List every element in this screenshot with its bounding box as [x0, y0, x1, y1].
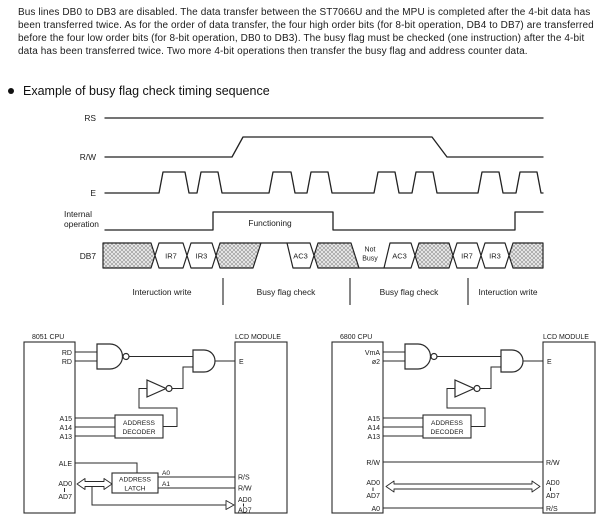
functioning-label: Functioning: [248, 218, 292, 228]
lcd-title: LCD MODULE: [543, 334, 589, 341]
db7-segment-hatch: [216, 243, 261, 268]
data-bus-arrowhead: [226, 501, 234, 510]
phase-row: [132, 278, 537, 305]
left-circuit-8051: [24, 334, 287, 515]
db7-bus: [103, 243, 543, 268]
section-heading: [8, 84, 598, 98]
lcd-box: [543, 342, 595, 513]
bidirectional-bus-arrow: [77, 479, 112, 490]
wire-label-a1: A1: [162, 481, 171, 488]
inverter-gate: [147, 380, 166, 397]
pin-label-ale: ALE: [58, 461, 72, 468]
decoder-label-2: DECODER: [430, 429, 464, 436]
and-gate: [193, 350, 215, 372]
db7-segment-hatch: [103, 243, 155, 268]
signal-label-db7: DB7: [79, 251, 96, 261]
phase-label: Busy flag check: [256, 287, 316, 297]
pin-label-a15: A15: [367, 416, 380, 423]
lcd-pin-rs: R/S: [546, 506, 558, 513]
signal-label-rw: R/W: [79, 152, 96, 162]
bidirectional-bus-arrow: [386, 481, 540, 492]
lcd-pin-ad7: AD7: [546, 493, 560, 500]
phase-label: Busy flag check: [379, 287, 439, 297]
lcd-pin-ad0: AD0: [546, 480, 560, 487]
pin-label-a14: A14: [367, 425, 380, 432]
interface-circuits: [0, 325, 610, 529]
pin-label-rw: R/W: [366, 460, 380, 467]
pin-label-a13: A13: [59, 434, 72, 441]
db7-label-ir7: IR7: [461, 251, 473, 261]
lcd-pin-rs: R/S: [238, 474, 250, 482]
lcd-title: LCD MODULE: [235, 334, 281, 341]
rw-waveform: [105, 137, 543, 157]
pin-label-a14: A14: [59, 425, 72, 432]
body-paragraph: Bus lines DB0 to DB3 are disabled. The data transfer between the ST7066U and the MPU is completed after the 4-bit data has been transferred twice. As for the order of data transfer, the four high order bits (for 8-bit operation, DB4 to DB7) are transferred before the four low order bits (for 8-bit operation, DB0 to DB3). The busy flag must be checked (one instruction) after the 4-bit data has been transferred twice. Two more 4-bit operations then transfer the busy flag and address counter data.: [18, 7, 594, 57]
lcd-pin-ad0: AD0: [238, 497, 252, 504]
nand-gate: [97, 344, 123, 369]
and-gate: [501, 350, 523, 372]
inverter-gate: [455, 380, 474, 397]
pin-label-vma: VmA: [364, 350, 380, 357]
cpu-title: 6800 CPU: [340, 334, 373, 341]
decoder-label-1: ADDRESS: [123, 420, 155, 427]
ale-wire: [75, 463, 137, 473]
phase-label: Interuction write: [478, 287, 538, 297]
db7-segment-hatch: [509, 243, 543, 268]
db7-label-ac3: AC3: [293, 251, 308, 261]
timing-diagram: [0, 108, 610, 312]
db7-segment-hatch: [415, 243, 453, 268]
inverter-bubble: [166, 386, 172, 392]
db7-label-ir7: IR7: [165, 251, 177, 261]
db7-label-ir3: IR3: [195, 251, 208, 261]
latch-label-1: ADDRESS: [119, 476, 151, 484]
signal-label-internal-2: operation: [64, 219, 99, 229]
nand-bubble: [123, 354, 129, 360]
signal-label-internal-1: Internal: [64, 209, 92, 219]
pin-label-ad0: AD0: [366, 480, 380, 487]
lcd-pin-rw: R/W: [546, 460, 560, 467]
pin-label-ad7: AD7: [58, 494, 72, 501]
wire-label-a0: A0: [162, 470, 171, 477]
right-circuit-6800: [332, 334, 595, 513]
e-waveform: [105, 172, 543, 193]
decoder-label-2: DECODER: [122, 429, 156, 436]
lcd-pin-e: E: [547, 359, 552, 366]
pin-label-a15: A15: [59, 416, 72, 423]
db7-segment-hatch: [314, 243, 359, 268]
pin-label-a0: A0: [371, 506, 380, 513]
pin-label-a13: A13: [367, 434, 380, 441]
lcd-pin-rw: R/W: [238, 485, 252, 493]
decoder-label-1: ADDRESS: [431, 420, 463, 427]
inverter-bubble: [474, 386, 480, 392]
db7-label-not: Not: [364, 246, 376, 254]
bullet-icon: [8, 88, 14, 94]
inverter-out-wire: [172, 367, 193, 389]
nand-bubble: [431, 354, 437, 360]
section-title: Example of busy flag check timing sequence: [23, 84, 270, 98]
inverter-out-wire: [480, 367, 501, 389]
cpu-title: 8051 CPU: [32, 334, 65, 341]
db7-label-ac3: AC3: [392, 251, 407, 261]
pin-label-phi2: ø2: [371, 359, 380, 366]
signal-label-rs: RS: [84, 113, 96, 123]
internal-operation-waveform: [105, 212, 543, 230]
lcd-pin-ad7: AD7: [238, 507, 252, 515]
pin-label-rd2: RD: [61, 359, 72, 366]
latch-label-2: LATCH: [124, 485, 146, 493]
pin-label-ad0: AD0: [58, 481, 72, 488]
db7-label-busy: Busy: [362, 255, 378, 263]
pin-label-ad7: AD7: [366, 493, 380, 500]
lcd-pin-e: E: [239, 359, 244, 366]
pin-label-rd1: RD: [61, 350, 72, 357]
nand-gate: [405, 344, 430, 369]
phase-label: Interuction write: [132, 287, 192, 297]
db7-label-ir3: IR3: [489, 251, 501, 261]
signal-label-e: E: [90, 188, 96, 198]
